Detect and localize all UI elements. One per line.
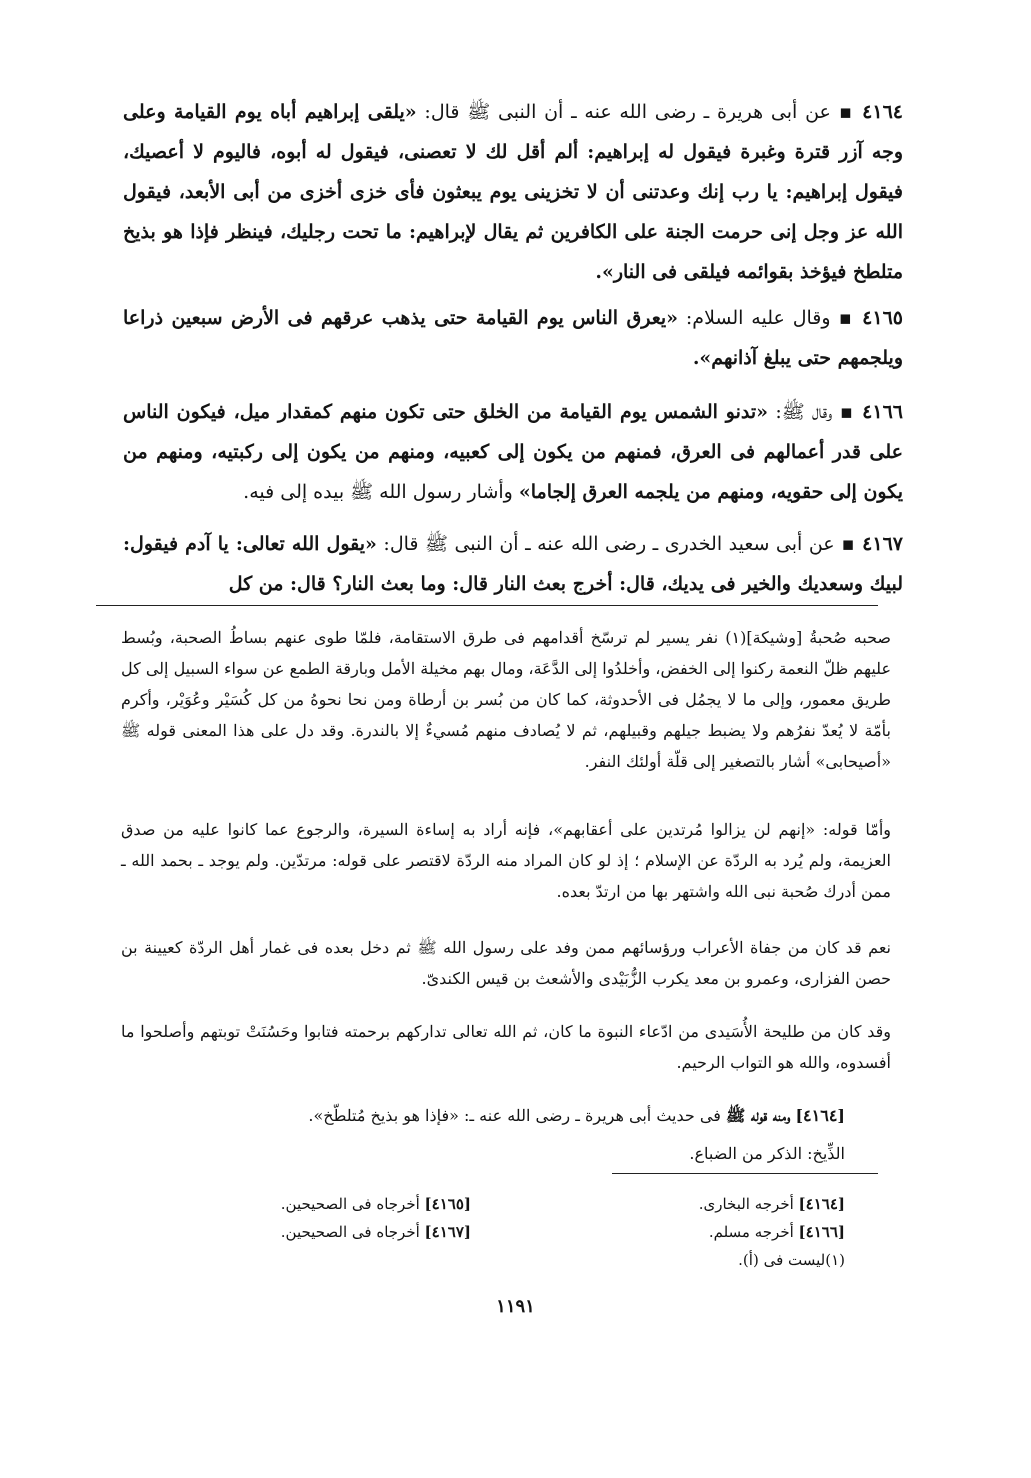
reference-item [709, 1220, 845, 1244]
gloss-lead: ومنه قوله ﷺ [725, 1106, 791, 1125]
hadith-intro: وقال عليه السلام: [678, 307, 831, 329]
commentary-paragraph-4: وقد كان من طليحة الأُسَيدى من ادّعاء النبوة ما كان، ثم الله تعالى تداركهم برحمته فتابوا وحَسُنَتْ توبتهم وأصلحوا ما أفسدوه، والله هو التواب الرحيم. [121, 1022, 891, 1072]
reference-text: أخرجه مسلم. [708, 1223, 794, 1241]
reference-text: أخرجه البخارى. [698, 1195, 794, 1213]
hadith-number: ٤١٦٥ [862, 307, 903, 329]
hadith-number: ٤١٦٦ [862, 401, 903, 423]
commentary-paragraph-3: نعم قد كان من جفاة الأعراب ورؤسائهم ممن وفد على رسول الله ﷺ ثم دخل بعده فى غمار أهل الردّة كعيينة بن حصن الفزارى، وعمرو بن معد يكرب الزُّبَيْدى والأشعث بن قيس الكندىّ. [121, 938, 891, 988]
hadith-marker: ▪ [832, 401, 863, 423]
hadith-text: «يلقى إبراهيم أباه يوم القيامة وعلى وجه آزر قترة وغبرة فيقول له إبراهيم: ألم أقل لك لا تعصنى، فيقول له أبوه، فاليوم لا أعصيك، فيقول إبراهيم: يا رب إنك وعدتنى أن لا تخزينى يوم يبعثون فأى خزى أخزى من أبى الأبعد، فيقول الله عز وجل إنى حرمت الجنة على الكافرين ثم يقال لإبراهيم: ما تحت رجليك، فينظر فإذا هو بذيخ متلطخ فيؤخذ بقوائمه فيلقى فى النار». [123, 101, 903, 283]
reference-number: [٤١٦٦] [798, 1223, 845, 1241]
hadith-intro: وقال ﷺ: [768, 401, 833, 423]
hadith-marker: ▪ [830, 307, 863, 329]
gloss-text: فى حديث أبى هريرة ـ رضى الله عنه ـ: «فإذا هو بذيخ مُتلطّخ». [308, 1106, 721, 1125]
reference-number: [٤١٦٤] [798, 1195, 845, 1213]
hadith-text: «تدنو الشمس يوم القيامة من الخلق حتى تكون منهم كمقدار ميل، فيكون الناس على قدر أعمالهم فى العرق، فمنهم من يكون إلى كعبيه، ومنهم من يكون إلى ركبتيه، ومنهم من يكون إلى حقويه، ومنهم من يلجمه العرق إلجاما» [123, 401, 903, 503]
gloss-definition: الذِّيخ: الذكر من الضباع. [689, 1144, 845, 1163]
reference-item [738, 1248, 845, 1272]
reference-item [281, 1220, 471, 1244]
reference-text: أخرجاه فى الصحيحين. [280, 1195, 420, 1213]
reference-item [281, 1192, 471, 1216]
gloss-ref: [٤١٦٤] [795, 1106, 845, 1125]
footnote-divider [96, 605, 878, 606]
hadith-intro: عن أبى سعيد الخدرى ـ رضى الله عنه ـ أن النبى ﷺ قال: [376, 533, 835, 555]
reference-item [699, 1192, 845, 1216]
hadith-4165 [123, 298, 903, 378]
hadith-intro: عن أبى هريرة ـ رضى الله عنه ـ أن النبى ﷺ قال: [416, 101, 831, 123]
hadith-tail: وأشار رسول الله ﷺ بيده إلى فيه. [243, 481, 513, 503]
hadith-number: ٤١٦٧ [862, 533, 903, 555]
hadith-marker: ▪ [834, 533, 863, 555]
reference-number: [٤١٦٥] [424, 1195, 471, 1213]
hadith-4164 [123, 92, 903, 292]
hadith-4167 [123, 524, 903, 604]
references-divider [612, 1173, 878, 1174]
hadith-text: «يقول الله تعالى: يا آدم فيقول: لبيك وسعديك والخير فى يديك، قال: أخرج بعث النار قال: وما بعث النار؟ قال: من كل [123, 533, 903, 595]
reference-text: (١)ليست فى (أ). [738, 1251, 845, 1269]
page-number: ١١٩١ [496, 1296, 535, 1317]
hadith-number: ٤١٦٤ [862, 101, 903, 123]
reference-text: أخرجاه فى الصحيحين. [280, 1223, 420, 1241]
hadith-marker: ▪ [830, 101, 863, 123]
hadith-4166 [123, 392, 903, 512]
commentary-paragraph-2: وأمّا قوله: «إنهم لن يزالوا مُرتدين على أعقابهم»، فإنه أراد به إساءة السيرة، والرجوع عما كانوا عليه من صدق العزيمة، ولم يُرد به الردّة عن الإسلام ؛ إذ لو كان المراد منه الردّة لاقتصر على قوله: مرتدّين. ولم يوجد ـ بحمد الله ـ ممن أدرك صُحبة نبى الله واشتهر بها من ارتدّ بعده. [121, 820, 891, 901]
hadith-text: «يعرق الناس يوم القيامة حتى يذهب عرقهم فى الأرض سبعين ذراعا ويلجمهم حتى يبلغ آذانهم». [123, 307, 903, 369]
reference-number: [٤١٦٧] [424, 1223, 471, 1241]
commentary-paragraph-1: صحبه صُحبةُ [وشيكة](١) نفر يسير لم ترسّخ أقدامهم فى طرق الاستقامة، فلمّا طوى عنهم بساطُ الصحبة، وبُسط عليهم ظلّ النعمة ركنوا إلى الخفض، وأخلدُوا إلى الدَّعَة، ومال بهم مخيلة الأمل وبارقة الطمع عن سواء السبيل إلى كل طريق معمور، وإلى ما لا يجمُل فى الأحدوثة، كما كان من بُسر بن أرطاة ومن نحا نحوهُ من كل كُسَيْر وعُوَيْر، وأكرم بأمّة لا يُعدّ نفرُهم ولا يضبط جيلهم وقبيلهم، ثم لا يُصادف منهم مُسيءٌ إلا بالندرة. وقد دل على هذا المعنى قوله ﷺ «أصيحابى» أشار بالتصغير إلى قلّة أولئك النفر. [121, 628, 892, 771]
gloss-entry [165, 1100, 845, 1131]
